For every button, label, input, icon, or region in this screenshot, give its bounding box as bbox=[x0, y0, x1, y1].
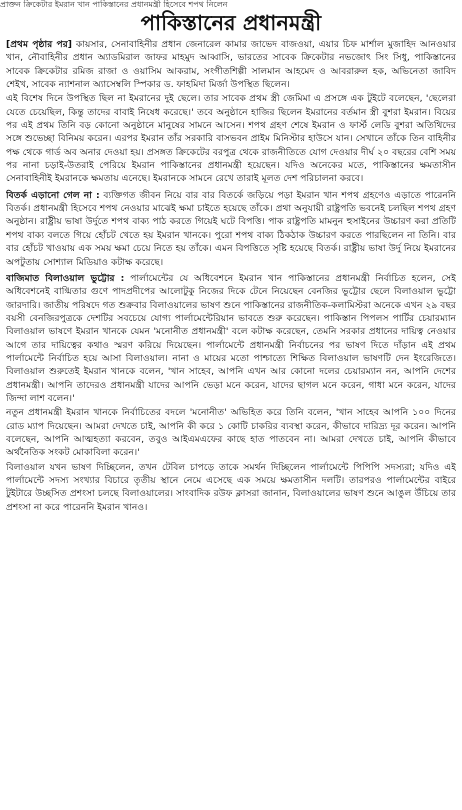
paragraph-2-text: এই বিশেষ দিনে উপস্থিত ছিল না ইমরানের দুই ছেলে। তার সাবেক প্রথম স্ত্রী জেমিমা এ প্রসঙ্গে এক টুইটে বলেছেন, 'ছেলেরা যেতে চেয়েছিল, কিন্তু তাদের বাবাই নিষেধ করেছে।' তবে অনুষ্ঠানে হাজির ছিলেন ইমরানের বর্তমান স্ত্রী বুশরা ইমরান। বিয়ের পর এই প্রথম তিনি বড় কোনো অনুষ্ঠানে মানুষের সামনে আসেন। শপথ গ্রহণ শেষে ইমরান ও ফার্স্ট লেডি বুশরা অতিথিদের সঙ্গে শুভেচ্ছা বিনিময় করেন। এরপর ইমরান তাঁর সরকারি বাসভবন প্রাইম মিনিস্টার হাউসে যান। সেখানে তাঁকে তিন বাহিনীর পক্ষ থেকে গার্ড অব অনার দেওয়া হয়। প্রসঙ্গত ক্রিকেটের বরপুত্র থেকে রাজনীতিতে যোগ দেওয়ার দীর্ঘ ২০ বছরের বেশি সময় পর নানা চড়াই-উতরাই পেরিয়ে ইমরান পাকিস্তানের প্রধানমন্ত্রী হয়েছেন। যদিও অনেকের মতে, পাকিস্তানের ক্ষমতাসীন সেনাবাহিনীই ইমরানকে ক্ষমতায় এনেছে। ইমরানকে সামনে রেখে তারাই মূলত দেশ পরিচালনা করবে। bbox=[6, 93, 456, 185]
paragraph-4-text: পার্লামেন্টের যে অধিবেশনে ইমরান খান পাকিস্তানের প্রধানমন্ত্রী নির্বাচিত হলেন, সেই অধিবেশনেই বাগ্মিতার গুণে পাদপ্রদীপের আলোটুকু নিজের দিকে টেনে নিয়েছেন বেনজির ভুট্টোর ছেলে বিলাওয়াল ভুট্টো জারদারি। জাতীয় পরিষদে গত শুক্রবার বিলাওয়ালের ভাষণ শুনে পাকিস্তানের রাজনীতিক-কলামিস্টরা অনেকে এখন ২৯ বছর বয়সী বেনজিরপুত্রকে দেশটির সবচেয়ে যোগ্য পার্লামেন্টেরিয়ান ভাবতে শুরু করেছেন। পাকিস্তান পিপলস পার্টির চেয়ারম্যান বিলাওয়াল ভাষণে ইমরান খানকে যেমন 'মনোনীত প্রধানমন্ত্রী' বলে কটাক্ষ করেছেন, তেমনি সরকার প্রধানের দায়িত্ব নেওয়ার আগে তার দায়িত্বের কথাও স্মরণ করিয়ে দিয়েছেন। পার্লামেন্টে প্রধানমন্ত্রী নির্বাচনের পর ভাষণ দিতে দাঁড়ান এই প্রথম পার্লামেন্টে নির্বাচিত হয়ে আসা বিলাওয়াল। নানা ও মায়ের মতো পাশ্চাত্যে শিক্ষিত বিলাওয়াল ভাষণটি দেন ইংরেজিতে। বিলাওয়াল শুরুতেই ইমরান খানকে বলেন, 'খান সাহেব, আপনি এখন আর কোনো দলের চেয়ারম্যান নন, আপনি দেশের প্রধানমন্ত্রী। আপনি তাদেরও প্রধানমন্ত্রী যাদের আপনি ভেড়া মনে করেন, যাদের ছাগল মনে করেন, গাধা মনে করেন, যাদের জিন্দা লাশ বলেন।' bbox=[6, 272, 456, 404]
subheading-bilawal: বাজিমাত বিলাওয়াল ভুট্টোর : bbox=[6, 272, 125, 284]
paragraph-5-text: নতুন প্রধানমন্ত্রী ইমরান খানকে নির্বাচিতের বদলে 'মনোনীত' অভিহিত করে তিনি বলেন, 'খান সাহেব আপনি ১০০ দিনের রোড ম্যাপ দিয়েছেন। আমরা দেখতে চাই, আপনি কী করে ১ কোটি চাকরির ব্যবস্থা করেন, কীভাবে দারিদ্র্য দূর করেন। আপনি বলেছেন, আপনি আত্মহত্যা করবেন, তবুও আইএমএফের কাছে হাত পাতবেন না। আমরা দেখতে চাই, আপনি কীভাবে অর্থনৈতিক সংকট মোকাবিলা করেন।' bbox=[6, 407, 456, 459]
paragraph-5 bbox=[6, 406, 456, 459]
paragraph-2 bbox=[6, 92, 456, 185]
paragraph-3-text: ব্যক্তিগত জীবন নিয়ে বার বার বিতর্কে জড়িয়ে পড়া ইমরান খান শপথ গ্রহণেও এড়াতে পারেননি বিতর্ক। প্রধানমন্ত্রী হিসেবে শপথ নেওয়ার মাঝেই ক্ষমা চাইতে হয়েছে তাঁকে। প্রথা অনুযায়ী রাষ্ট্রপতি ভবনেই চলছিল শপথ গ্রহণ অনুষ্ঠান। রাষ্ট্রীয় ভাষা উর্দুতে শপথ বাক্য পাঠ করতে গিয়েই ঘটে বিপত্তি। পাক রাষ্ট্রপতি মামনুন হুসাইনের উচ্চারণ করা প্রতিটি শপথ বাক্য বলতে গিয়ে হোঁচট খেতে হয় ইমরান খানকে। পুরো শপথ বাক্য ঠিকঠাক উচ্চারণ করতে পারছিলেন না তিনি। বার বার হোঁচট খাওয়ায় এক সময় ক্ষমা চেয়ে নিতে হয় তাঁকে। এমন বিপত্তিতে সৃষ্টি হয়েছে বিতর্ক। রাষ্ট্রীয় ভাষা উর্দু নিয়ে ইমরানের অপটুতায় সোশ্যাল মিডিয়াও কটাক্ষ করেছে। bbox=[6, 189, 456, 268]
paragraph-1-lead: [প্রথম পৃষ্ঠার পর] bbox=[6, 39, 72, 50]
subheading-controversy: বিতর্ক এড়ানো গেল না : bbox=[6, 189, 100, 201]
paragraph-6-text: বিলাওয়াল যখন ভাষণ দিচ্ছিলেন, তখন টেবিল চাপড়ে তাকে সমর্থন দিচ্ছিলেন পার্লামেন্টে পিপিপি সদস্যরা; যদিও এই পার্লামেন্টে সদস্য সংখ্যার বিচারে তৃতীয় স্থানে নেমে এসেছে এক সময়ে ক্ষমতাসীন দলটি। তারপরও পার্লামেন্টের বাইরে টুইটারে উচ্ছসিত প্রশংসা চলছে বিলাওয়ালের। সাংবাদিক রউফ ক্লাসরা জানান, বিলাওয়ালের ভাষণ শুনে আঙুল উঁচিয়ে তার প্রশংসা না করে পারেননি ইমরান খানও। bbox=[6, 461, 456, 513]
article-body bbox=[6, 38, 456, 808]
paragraph-1-text: কায়সার, সেনাবাহিনীর প্রধান জেনারেল কামার জাভেদ বাজওয়া, এয়ার চিফ মার্শাল মুজাহিদ আনওয়ার খান, নৌবাহিনীর প্রধান অ্যাডমিরাল জাফর মাহমুদ আব্বাসি, ভারতের সাবেক ক্রিকেটার নভজোৎ সিং সিধু, পাকিস্তানের সাবেক ক্রিকেটার রমিজ রাজা ও ওয়াসিম আকরাম, সংগীতশিল্পী সালমান আহমেদ ও আবরারুল হক, অভিনেতা জাবিদ শেইখ, সাবেক ন্যাশনাল অ্যাসেম্বলি স্পিকার ড. ফাহমিদা মির্জা উপস্থিত ছিলেন। bbox=[6, 39, 456, 91]
paragraph-1 bbox=[6, 38, 456, 91]
paragraph-6 bbox=[6, 461, 456, 514]
paragraph-3 bbox=[6, 189, 456, 269]
headline: পাকিস্তানের প্রধানমন্ত্রী bbox=[140, 10, 322, 35]
previous-column-clip: প্রাক্তন ক্রিকেটার ইমরান খান পাকিস্তানের প্রধানমন্ত্রী হিসেবে শপথ নিলেন bbox=[0, 0, 228, 9]
paragraph-4 bbox=[6, 272, 456, 405]
